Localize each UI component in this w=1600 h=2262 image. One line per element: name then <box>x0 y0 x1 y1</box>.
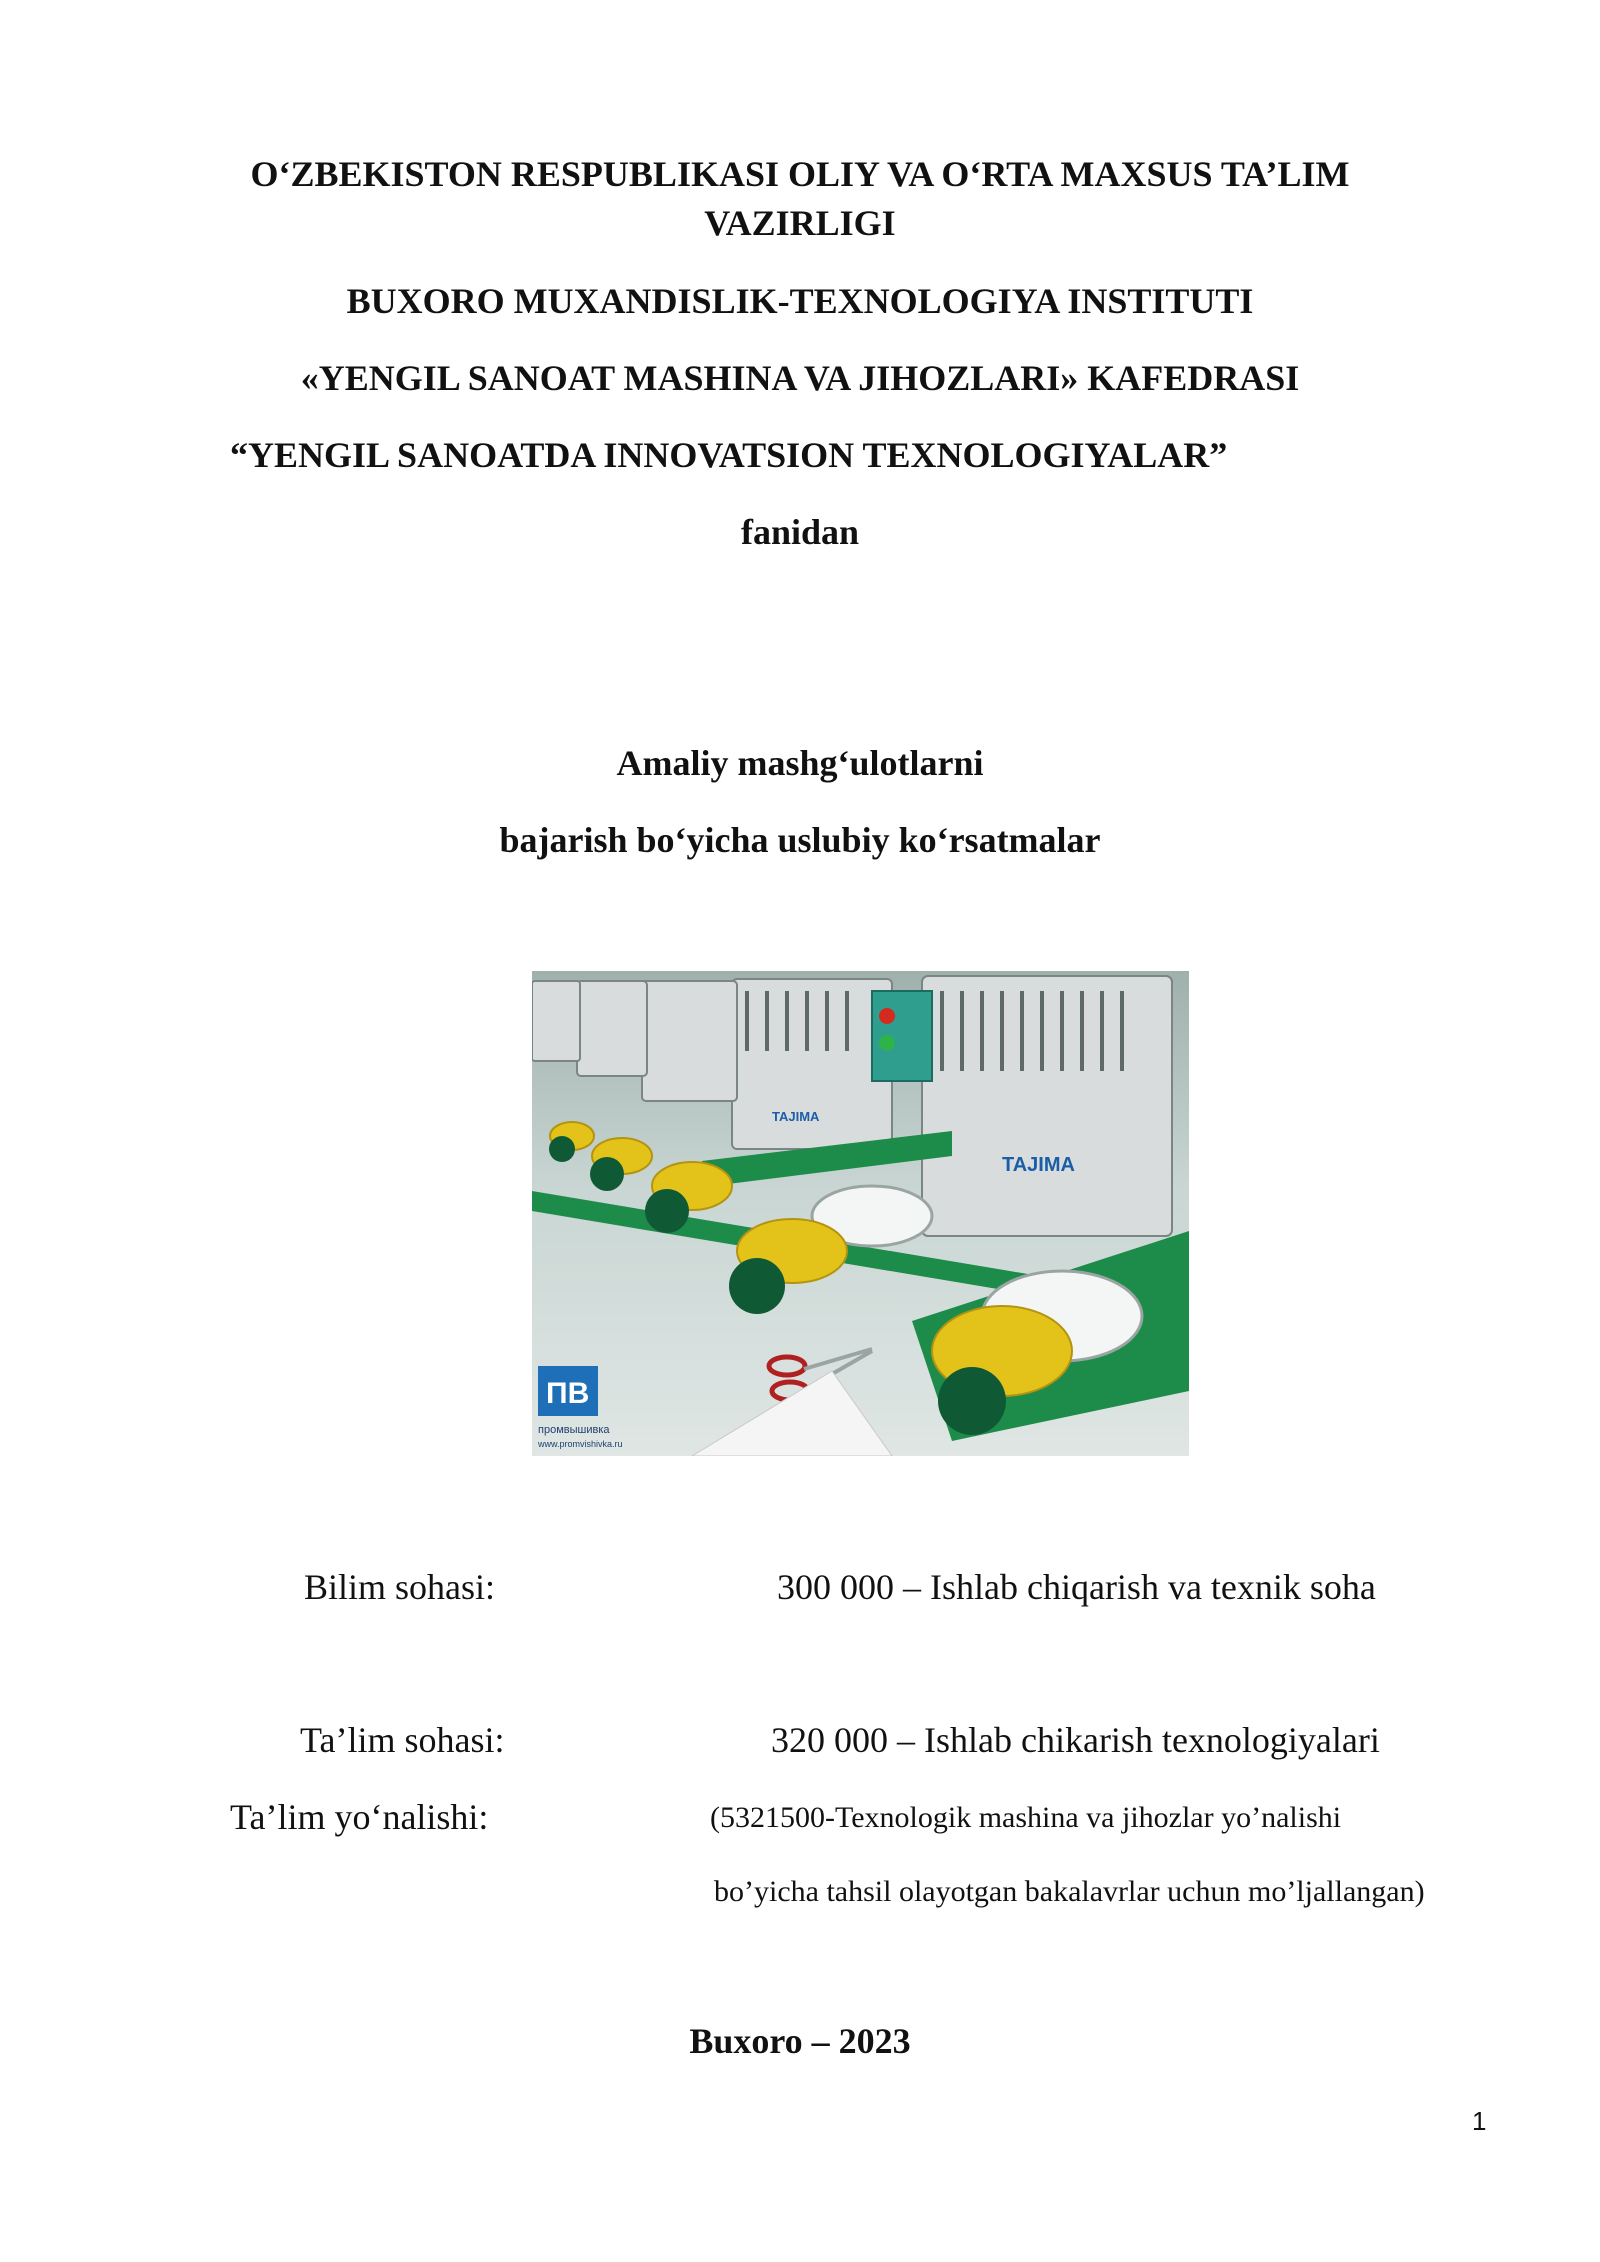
institute-name: BUXORO MUXANDISLIK-TEXNOLOGIYA INSTITUTI <box>346 281 1254 321</box>
document-title-line1: Amaliy mashg‘ulotlarni <box>616 743 984 783</box>
tajima-logo-large: TAJIMA <box>1002 1154 1075 1176</box>
bilim-sohasi-label: Bilim sohasi: <box>304 1567 496 1607</box>
document-title-line2: bajarish bo‘yicha uslubiy ko‘rsatmalar <box>499 820 1101 860</box>
course-name: “YENGIL SANOATDA INNOVATSION TEXNOLOGIYALAR” <box>230 435 1228 475</box>
svg-text:ПВ: ПВ <box>546 1377 590 1410</box>
course-suffix: fanidan <box>740 512 860 552</box>
talim-yonalishi-label: Ta’lim yo‘nalishi: <box>230 1797 489 1837</box>
talim-sohasi-value: 320 000 – Ishlab chikarish texnologiyalari <box>771 1720 1380 1760</box>
watermark-name: промвышивка <box>538 1424 610 1436</box>
ministry-title-line1: O‘ZBEKISTON RESPUBLIKASI OLIY VA O‘RTA MAXSUS TA’LIM <box>250 154 1350 194</box>
bilim-sohasi-value: 300 000 – Ishlab chiqarish va texnik soha <box>777 1567 1376 1607</box>
city-year: Buxoro – 2023 <box>689 2021 911 2061</box>
page-number: 1 <box>1472 2106 1487 2136</box>
talim-yonalishi-value-line1: (5321500-Texnologik mashina va jihozlar yo’nalishi <box>710 1801 1342 1834</box>
department-name: «YENGIL SANOAT MASHINA VA JIHOZLARI» KAFEDRASI <box>300 358 1300 398</box>
watermark-url: www.promvishivka.ru <box>538 1439 623 1449</box>
talim-sohasi-label: Ta’lim sohasi: <box>300 1720 505 1760</box>
tajima-logo-small: TAJIMA <box>772 1109 820 1124</box>
talim-yonalishi-value-line2: bo’yicha tahsil olayotgan bakalavrlar uchun mo’ljallangan) <box>714 1875 1425 1908</box>
embroidery-machine-photo <box>532 971 1189 1456</box>
ministry-title-line2: VAZIRLIGI <box>704 203 896 243</box>
